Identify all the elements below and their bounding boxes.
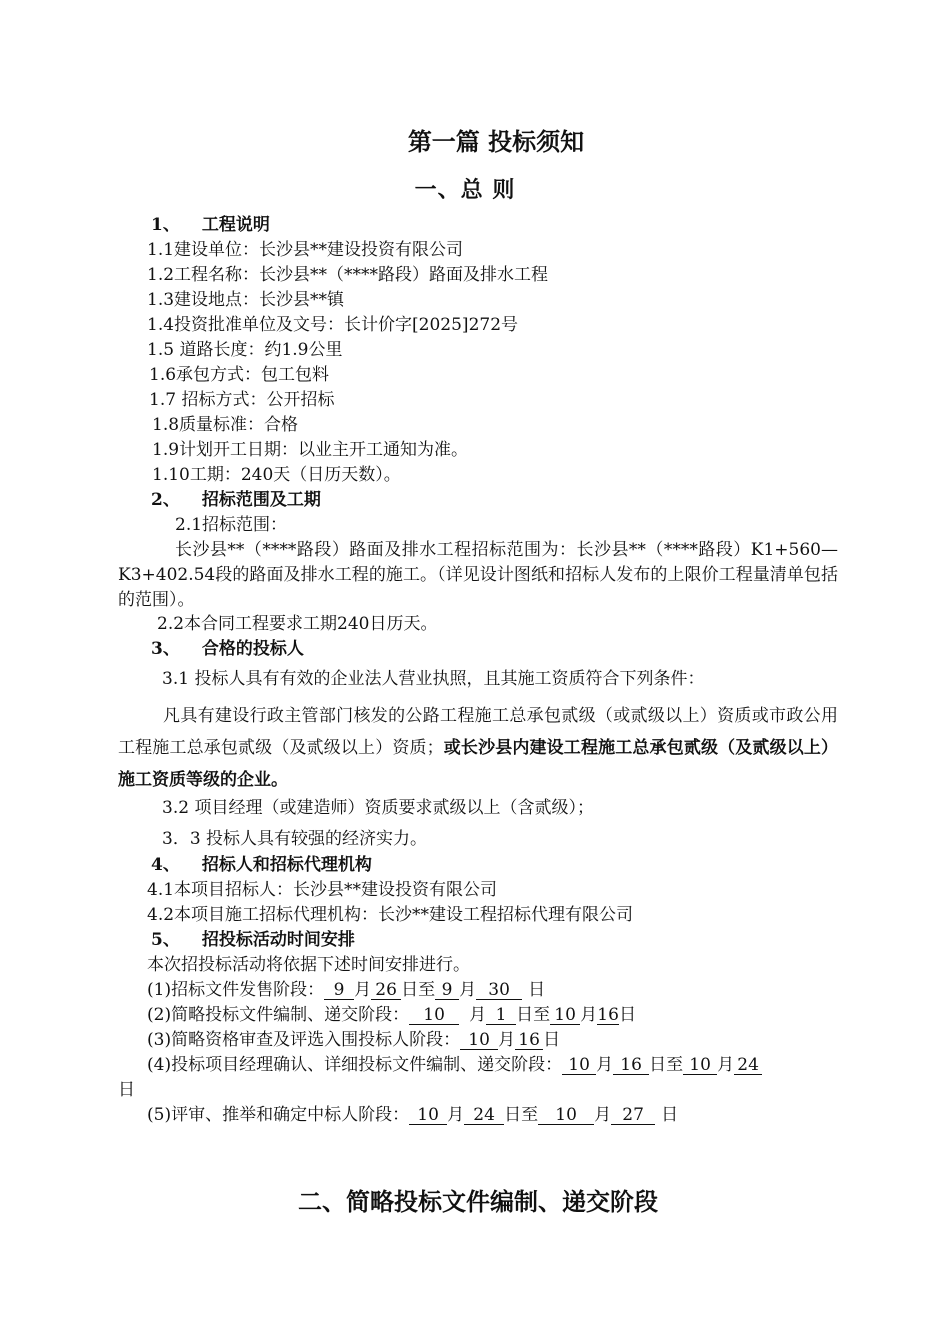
day-unit-to: 日至: [649, 1055, 684, 1075]
month-unit: 月: [469, 1005, 487, 1025]
month-unit: 月: [717, 1055, 735, 1075]
heading-text: 合格的投标人: [201, 639, 304, 659]
schedule-line-2: [147, 1004, 636, 1026]
heading-text: 工程说明: [201, 215, 270, 235]
heading-text: 招投标活动时间安排: [201, 930, 355, 950]
month-field: 10: [538, 1106, 594, 1125]
item-1-10: 1.10工期：240天（日历天数）。: [152, 465, 401, 485]
item-1-5: 1.5 道路长度：约1.9公里: [147, 340, 343, 360]
day-field: 16: [515, 1031, 543, 1050]
heading-number: 1、: [151, 215, 180, 235]
heading-1: [151, 214, 270, 236]
item-1-3: 1.3建设地点：长沙县**镇: [147, 290, 345, 310]
day-field: 26: [371, 981, 401, 1000]
item-4-2: 4.2本项目施工招标代理机构：长沙**建设工程招标代理有限公司: [147, 905, 634, 925]
month-unit: 月: [594, 1105, 612, 1125]
section-title-general: 一、总 则: [414, 177, 516, 203]
month-unit: 月: [354, 980, 372, 1000]
schedule-label: (4)投标项目经理确认、详细投标文件编制、递交阶段：: [147, 1055, 563, 1075]
day-field: 1: [486, 1006, 516, 1025]
month-field: 10: [562, 1056, 596, 1075]
month-field: 10: [550, 1006, 580, 1025]
schedule-line-3: [147, 1029, 560, 1051]
item-1-9: 1.9计划开工日期：以业主开工通知为准。: [152, 440, 469, 460]
heading-number: 2、: [151, 490, 180, 510]
heading-text: 招标人和招标代理机构: [201, 855, 372, 875]
schedule-line-1: [147, 979, 545, 1001]
item-3-3: 3．3 投标人具有较强的经济实力。: [162, 829, 428, 849]
qualification-text-bold: 或长沙县内建设工程施工总承包贰级（及贰级以上）施工资质等级的企业。: [118, 738, 839, 790]
item-1-4: 1.4投资批准单位及文号：长计价字[2025]272号: [147, 315, 519, 335]
scope-paragraph: 长沙县**（****路段）路面及排水工程招标范围为：长沙县**（****路段）K1+560—K3+402.54段的路面及排水工程的施工。（详见设计图纸和招标人发布的上限价工程量清单包括的范围）。: [118, 540, 838, 610]
heading-number: 3、: [151, 639, 180, 659]
item-2-1: 2.1招标范围：: [175, 515, 288, 535]
heading-number: 4、: [151, 855, 180, 875]
day-unit: 日: [661, 1105, 679, 1125]
day-unit: 日: [619, 1005, 637, 1025]
day-field: 16: [597, 1005, 619, 1025]
month-unit: 月: [447, 1105, 465, 1125]
month-field: 10: [683, 1056, 717, 1075]
month-field: 9: [435, 981, 459, 1000]
schedule-line-4-wrap: 日: [118, 1080, 135, 1100]
section-title-2: 二、简略投标文件编制、递交阶段: [298, 1187, 658, 1216]
day-unit-to: 日至: [516, 1005, 551, 1025]
item-1-6: 1.6承包方式：包工包料: [149, 365, 330, 385]
item-3-1: 3.1 投标人具有有效的企业法人营业执照，且其施工资质符合下列条件：: [162, 669, 705, 689]
day-unit: 日: [528, 980, 546, 1000]
day-unit-to: 日至: [504, 1105, 539, 1125]
part-title: 第一篇 投标须知: [407, 127, 585, 156]
heading-5: [151, 929, 355, 951]
schedule-line-4: [147, 1054, 762, 1076]
qualification-text: 凡具有建设行政主管部门核发的公路工程施工总承包贰级（或贰级以上）资质或市政公用工程施工总承包贰级（及贰级以上）资质；: [118, 706, 838, 758]
qualification-paragraph: [118, 700, 838, 796]
day-field: 27: [611, 1106, 655, 1125]
item-1-7: 1.7 招标方式：公开招标: [149, 390, 335, 410]
item-3-2: 3.2 项目经理（或建造师）资质要求贰级以上（含贰级）；: [162, 798, 594, 818]
item-4-1: 4.1本项目招标人：长沙县**建设投资有限公司: [147, 880, 498, 900]
month-unit: 月: [498, 1030, 516, 1050]
day-field: 24: [734, 1056, 762, 1075]
month-unit: 月: [580, 1005, 598, 1025]
day-field: 24: [464, 1106, 504, 1125]
schedule-label: (2)简略投标文件编制、递交阶段：: [147, 1005, 410, 1025]
item-1-2: 1.2工程名称：长沙县**（****路段）路面及排水工程: [147, 265, 549, 285]
schedule-label: (3)简略资格审查及评选入围投标人阶段：: [147, 1030, 461, 1050]
heading-text: 招标范围及工期: [201, 490, 321, 510]
day-field: 30: [476, 981, 522, 1000]
month-field: 10: [409, 1106, 447, 1125]
month-field: 9: [324, 981, 354, 1000]
schedule-label: (1)招标文件发售阶段：: [147, 980, 325, 1000]
schedule-intro: 本次招投标活动将依据下述时间安排进行。: [147, 955, 470, 975]
heading-4: [151, 854, 372, 876]
day-unit: 日: [543, 1030, 561, 1050]
schedule-line-5: [147, 1104, 678, 1126]
day-unit-to: 日至: [401, 980, 436, 1000]
schedule-label: (5)评审、推举和确定中标人阶段：: [147, 1105, 410, 1125]
item-1-1: 1.1建设单位：长沙县**建设投资有限公司: [147, 240, 464, 260]
month-unit: 月: [459, 980, 477, 1000]
month-unit: 月: [596, 1055, 614, 1075]
day-field: 16: [613, 1056, 649, 1075]
heading-2: [151, 489, 321, 511]
month-field: 10: [409, 1006, 459, 1025]
month-field: 10: [460, 1031, 498, 1050]
heading-3: [151, 638, 304, 660]
item-1-8: 1.8质量标准：合格: [152, 415, 299, 435]
item-2-2: 2.2本合同工程要求工期240日历天。: [157, 614, 438, 634]
heading-number: 5、: [151, 930, 180, 950]
